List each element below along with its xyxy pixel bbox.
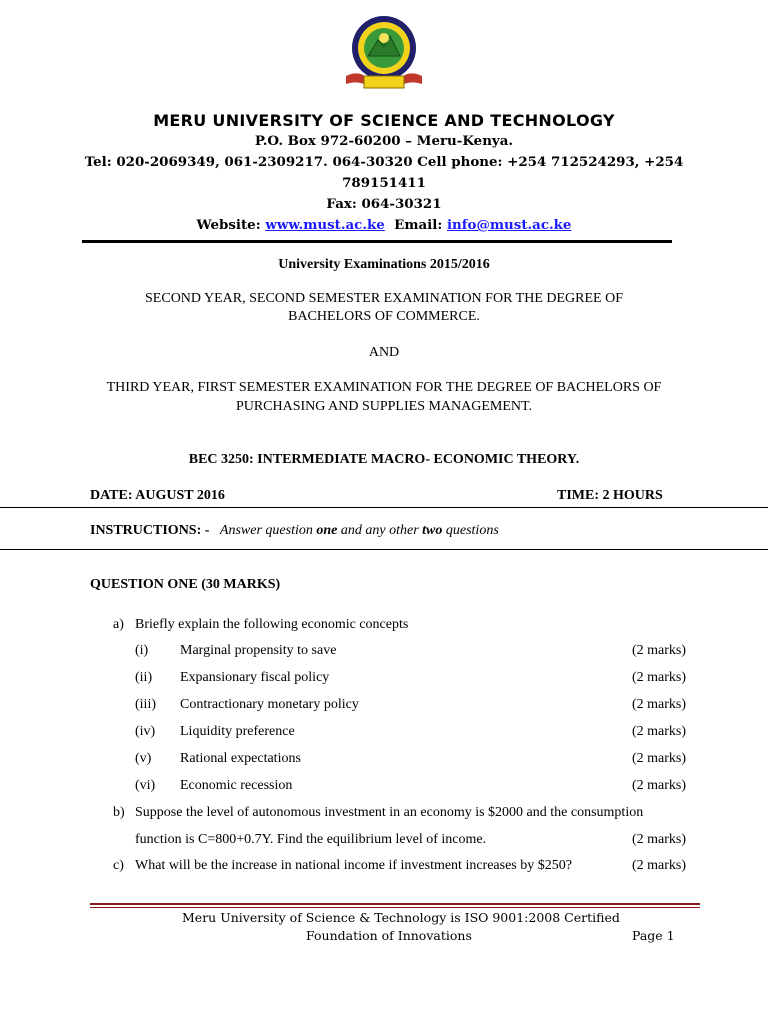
instructions-label: INSTRUCTIONS: - (90, 523, 210, 538)
item-marks: (2 marks) (632, 751, 687, 766)
item-number: (ii) (135, 670, 153, 685)
exam-description-1-line-1: SECOND YEAR, SECOND SEMESTER EXAMINATION FOR THE DEGREE OF (145, 291, 623, 306)
po-box: P.O. Box 972-60200 – Meru-Kenya. (254, 133, 514, 149)
exam-description-1-line-2: BACHELORS OF COMMERCE. (288, 309, 480, 324)
part-c-text: What will be the increase in national income if investment increases by $250? (135, 858, 572, 873)
website-email-line (0, 217, 768, 233)
item-text: Marginal propensity to save (180, 643, 337, 658)
email-label: Email: (394, 217, 443, 233)
website-label: Website: (196, 217, 261, 233)
item-marks: (2 marks) (632, 724, 687, 739)
instructions (90, 523, 499, 539)
item-text: Contractionary monetary policy (180, 697, 359, 712)
footer-certification: Meru University of Science & Technology is ISO 9001:2008 Certified (182, 910, 620, 925)
header-divider (82, 240, 672, 243)
question-one-title: QUESTION ONE (30 MARKS) (90, 577, 281, 592)
exam-description-2-line-1: THIRD YEAR, FIRST SEMESTER EXAMINATION FOR THE DEGREE OF BACHELORS OF (106, 380, 662, 395)
footer-divider-thin (90, 907, 700, 908)
part-c-marks: (2 marks) (632, 858, 687, 873)
footer-divider (90, 903, 700, 905)
instructions-part-2: and any other (340, 523, 419, 538)
item-marks: (2 marks) (632, 643, 687, 658)
part-b-label: b) (113, 805, 125, 820)
course-title: BEC 3250: INTERMEDIATE MACRO- ECONOMIC THEORY. (188, 452, 580, 467)
part-b-line-2: function is C=800+0.7Y. Find the equilibrium level of income. (135, 832, 487, 847)
exam-date: DATE: AUGUST 2016 (90, 488, 225, 503)
fax: Fax: 064-30321 (326, 196, 442, 212)
page-number: Page 1 (632, 928, 675, 943)
university-name: MERU UNIVERSITY OF SCIENCE AND TECHNOLOGY (153, 111, 615, 130)
exam-description-2-line-2: PURCHASING AND SUPPLIES MANAGEMENT. (235, 399, 533, 414)
email-link[interactable]: info@must.ac.ke (446, 217, 572, 233)
item-text: Liquidity preference (180, 724, 295, 739)
exam-time: TIME: 2 HOURS (557, 488, 663, 503)
instructions-one: one (316, 523, 338, 538)
item-number: (i) (135, 643, 149, 658)
item-marks: (2 marks) (632, 778, 687, 793)
date-divider (0, 507, 768, 508)
instructions-part-1: Answer question (219, 523, 313, 538)
item-text: Rational expectations (180, 751, 301, 766)
item-marks: (2 marks) (632, 697, 687, 712)
university-logo (338, 14, 430, 96)
website-link[interactable]: www.must.ac.ke (265, 217, 385, 233)
item-text: Expansionary fiscal policy (180, 670, 330, 685)
instructions-divider (0, 549, 768, 550)
telephone-line-1: Tel: 020-2069349, 061-2309217. 064-30320 Cell phone: +254 712524293, +254 (84, 154, 684, 170)
instructions-two: two (422, 523, 443, 538)
exam-and: AND (368, 345, 400, 360)
item-marks: (2 marks) (632, 670, 687, 685)
part-a-label: a) (113, 617, 124, 632)
exam-session: University Examinations 2015/2016 (278, 257, 490, 272)
item-number: (vi) (135, 778, 156, 793)
item-text: Economic recession (180, 778, 293, 793)
item-number: (iv) (135, 724, 156, 739)
telephone-line-2: 789151411 (342, 175, 426, 191)
instructions-part-3: questions (445, 523, 499, 538)
footer-motto: Foundation of Innovations (306, 928, 472, 943)
part-c-label: c) (113, 858, 124, 873)
part-b-marks: (2 marks) (632, 832, 687, 847)
part-b-line-1: Suppose the level of autonomous investment in an economy is $2000 and the consumption (135, 805, 644, 820)
item-number: (iii) (135, 697, 156, 712)
part-a-text: Briefly explain the following economic concepts (135, 617, 409, 632)
item-number: (v) (135, 751, 152, 766)
